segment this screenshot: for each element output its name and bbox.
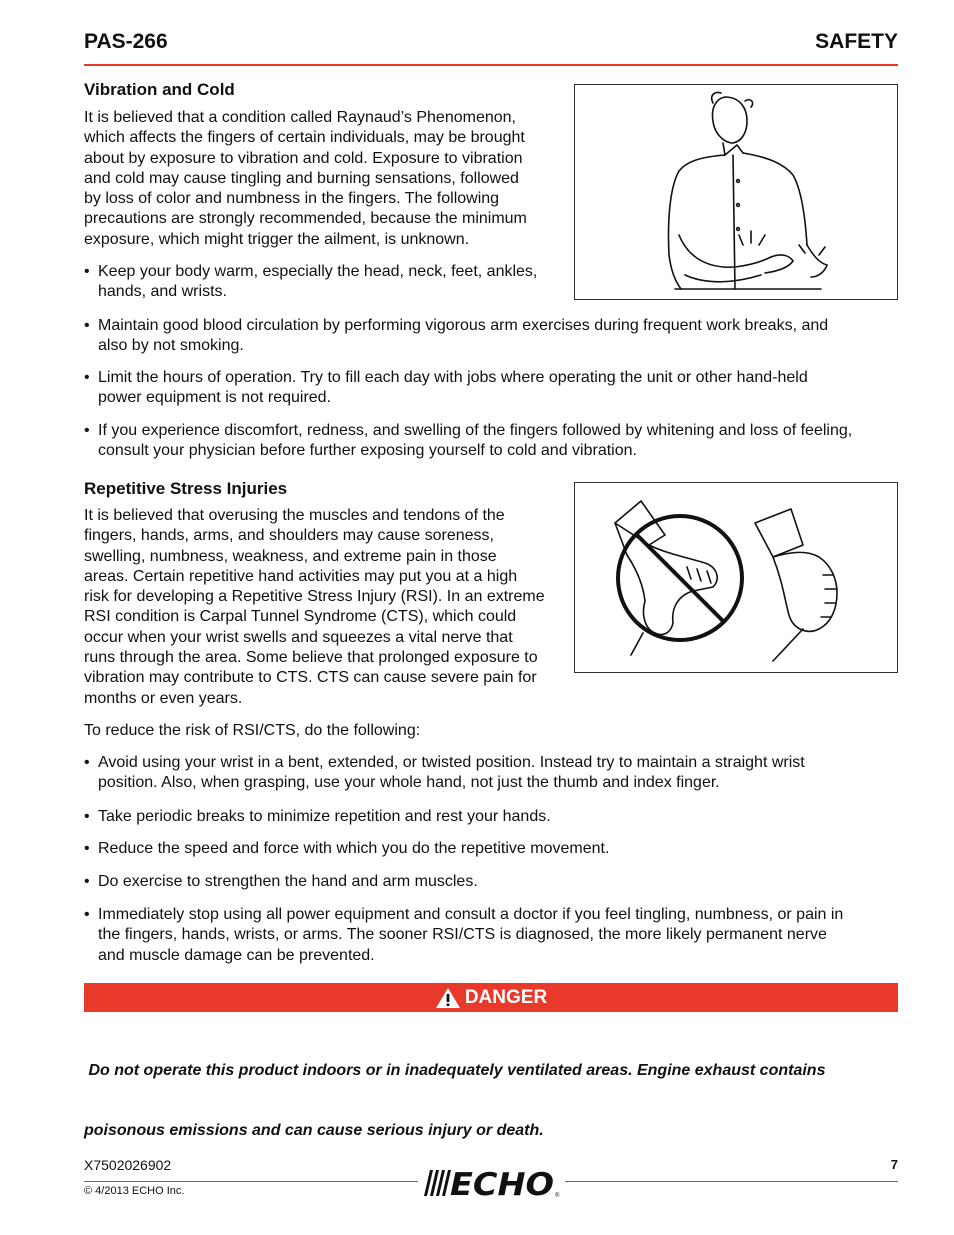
vibration-paragraph — [84, 108, 564, 250]
text-line: precautions are strongly recommended, because the minimum — [84, 210, 527, 228]
danger-message — [84, 1020, 898, 1162]
rsi-intro: To reduce the risk of RSI/CTS, do the following: — [84, 722, 421, 739]
echo-logo-icon — [420, 1164, 564, 1200]
text-line: position. Also, when grasping, use your whole hand, not just the thumb and index finger. — [98, 774, 720, 792]
page-number: 7 — [890, 1157, 898, 1172]
text-line: Take periodic breaks to minimize repetition and rest your hands. — [98, 808, 551, 825]
grip-illustration — [574, 482, 898, 673]
footer-divider — [84, 1181, 418, 1182]
text-line: and cold may cause tingling and burning sensations, followed — [84, 169, 519, 187]
text-line: consult your physician before further exposing yourself to cold and vibration. — [98, 442, 637, 460]
text-line: Immediately stop using all power equipment and consult a doctor if you feel tingling, numbness, or pain in — [98, 906, 844, 923]
bullet-item: • Reduce the speed and force with which you do the repetitive movement. — [84, 839, 912, 859]
raynaud-illustration — [574, 84, 898, 300]
svg-text:®: ® — [555, 1193, 560, 1199]
text-line: It is believed that overusing the muscles and tendons of the — [84, 507, 505, 524]
text-line: Reduce the speed and force with which you do the repetitive movement. — [98, 840, 610, 857]
text-line: vibration may contribute to CTS. CTS can cause severe pain for — [84, 669, 537, 687]
text-line: which affects the fingers of certain individuals, may be brought — [84, 129, 525, 147]
vibration-heading: Vibration and Cold — [84, 80, 235, 99]
text-line: If you experience discomfort, redness, and swelling of the fingers followed by whitening and loss of feeling, — [98, 422, 853, 439]
bullet-item: • Limit the hours of operation. Try to fill each day with jobs where operating the unit or other hand-held power equipment is not required. — [84, 368, 912, 409]
man-hand-illustration-icon — [575, 85, 897, 299]
echo-logo — [420, 1164, 564, 1200]
text-line: swelling, numbness, weakness, and extreme pain in those — [84, 547, 497, 565]
text-line: and muscle damage can be prevented. — [98, 946, 375, 964]
bullet-item: • Keep your body warm, especially the head, neck, feet, ankles, hands, and wrists. — [84, 262, 578, 303]
text-line: Do not operate this product indoors or in inadequately ventilated areas. Engine exhaust contains — [84, 1061, 826, 1079]
bullet-item: • Immediately stop using all power equipment and consult a doctor if you feel tingling, numbness, or pain in the fingers, hands, wrists, or arms. The sooner RSI/CTS is diagnosed, the more likely permanent nerve and muscle damage can be prevented. — [84, 905, 912, 966]
text-line: fingers, hands, arms, and shoulders may cause soreness, — [84, 527, 494, 545]
text-line: power equipment is not required. — [98, 389, 332, 407]
text-line: by loss of color and numbness in the fingers. The following — [84, 190, 500, 208]
bullet-item: • If you experience discomfort, redness, and swelling of the fingers followed by whitening and loss of feeling, consult your physician before further exposing yourself to cold and vibration. — [84, 421, 912, 462]
text-line: It is believed that a condition called Raynaud’s Phenomenon, — [84, 109, 516, 126]
model-title: PAS-266 — [84, 30, 168, 53]
text-line: poisonous emissions and can cause serious injury or death. — [84, 1122, 544, 1140]
warning-triangle-icon — [435, 987, 461, 1009]
footer-divider — [565, 1181, 898, 1182]
text-line: Maintain good blood circulation by performing vigorous arm exercises during frequent work breaks, and — [98, 317, 829, 334]
text-line: exposure, which might trigger the ailment, is unknown. — [84, 230, 470, 248]
text-line: Keep your body warm, especially the head, neck, feet, ankles, — [98, 263, 538, 280]
bullet-item: • Do exercise to strengthen the hand and arm muscles. — [84, 872, 912, 892]
text-line: occur when your wrist swells and squeezes a vital nerve that — [84, 628, 513, 646]
echo-logo-text: ECHO — [450, 1167, 554, 1200]
text-line: risk for developing a Repetitive Stress Injury (RSI). In an extreme — [84, 588, 545, 606]
text-line: runs through the area. Some believe that prolonged exposure to — [84, 649, 538, 667]
document-code: X7502026902 — [84, 1157, 172, 1173]
text-line: areas. Certain repetitive hand activities may put you at a high — [84, 567, 518, 585]
bullet-item: • Avoid using your wrist in a bent, extended, or twisted position. Instead try to maintain a straight wrist position. Also, when grasping, use your whole hand, not just the thumb and index finger. — [84, 753, 912, 794]
bullet-item: • Maintain good blood circulation by performing vigorous arm exercises during frequent work breaks, and also by not smoking. — [84, 316, 912, 357]
text-line: Avoid using your wrist in a bent, extended, or twisted position. Instead try to maintain a straight wrist — [98, 754, 805, 771]
rsi-heading: Repetitive Stress Injuries — [84, 479, 288, 498]
text-line: RSI condition is Carpal Tunnel Syndrome (CTS), which could — [84, 608, 517, 626]
header-divider — [84, 64, 898, 66]
danger-label: DANGER — [464, 986, 548, 1008]
text-line: Do exercise to strengthen the hand and arm muscles. — [98, 873, 478, 890]
text-line: also by not smoking. — [98, 337, 244, 355]
text-line: about by exposure to vibration and cold. Exposure to vibration — [84, 149, 523, 167]
danger-banner — [84, 983, 898, 1012]
text-line: hands, and wrists. — [98, 283, 227, 301]
text-line: Limit the hours of operation. Try to fill each day with jobs where operating the unit or other hand-held — [98, 369, 808, 386]
text-line: the fingers, hands, wrists, or arms. The sooner RSI/CTS is diagnosed, the more likely permanent nerve — [98, 926, 827, 944]
copyright: © 4/2013 ECHO Inc. — [84, 1185, 185, 1197]
bullet-item: • Take periodic breaks to minimize repetition and rest your hands. — [84, 807, 912, 827]
rsi-paragraph — [84, 506, 564, 709]
section-title: SAFETY — [815, 30, 898, 53]
text-line: months or even years. — [84, 689, 243, 707]
grip-comparison-illustration — [575, 483, 897, 672]
